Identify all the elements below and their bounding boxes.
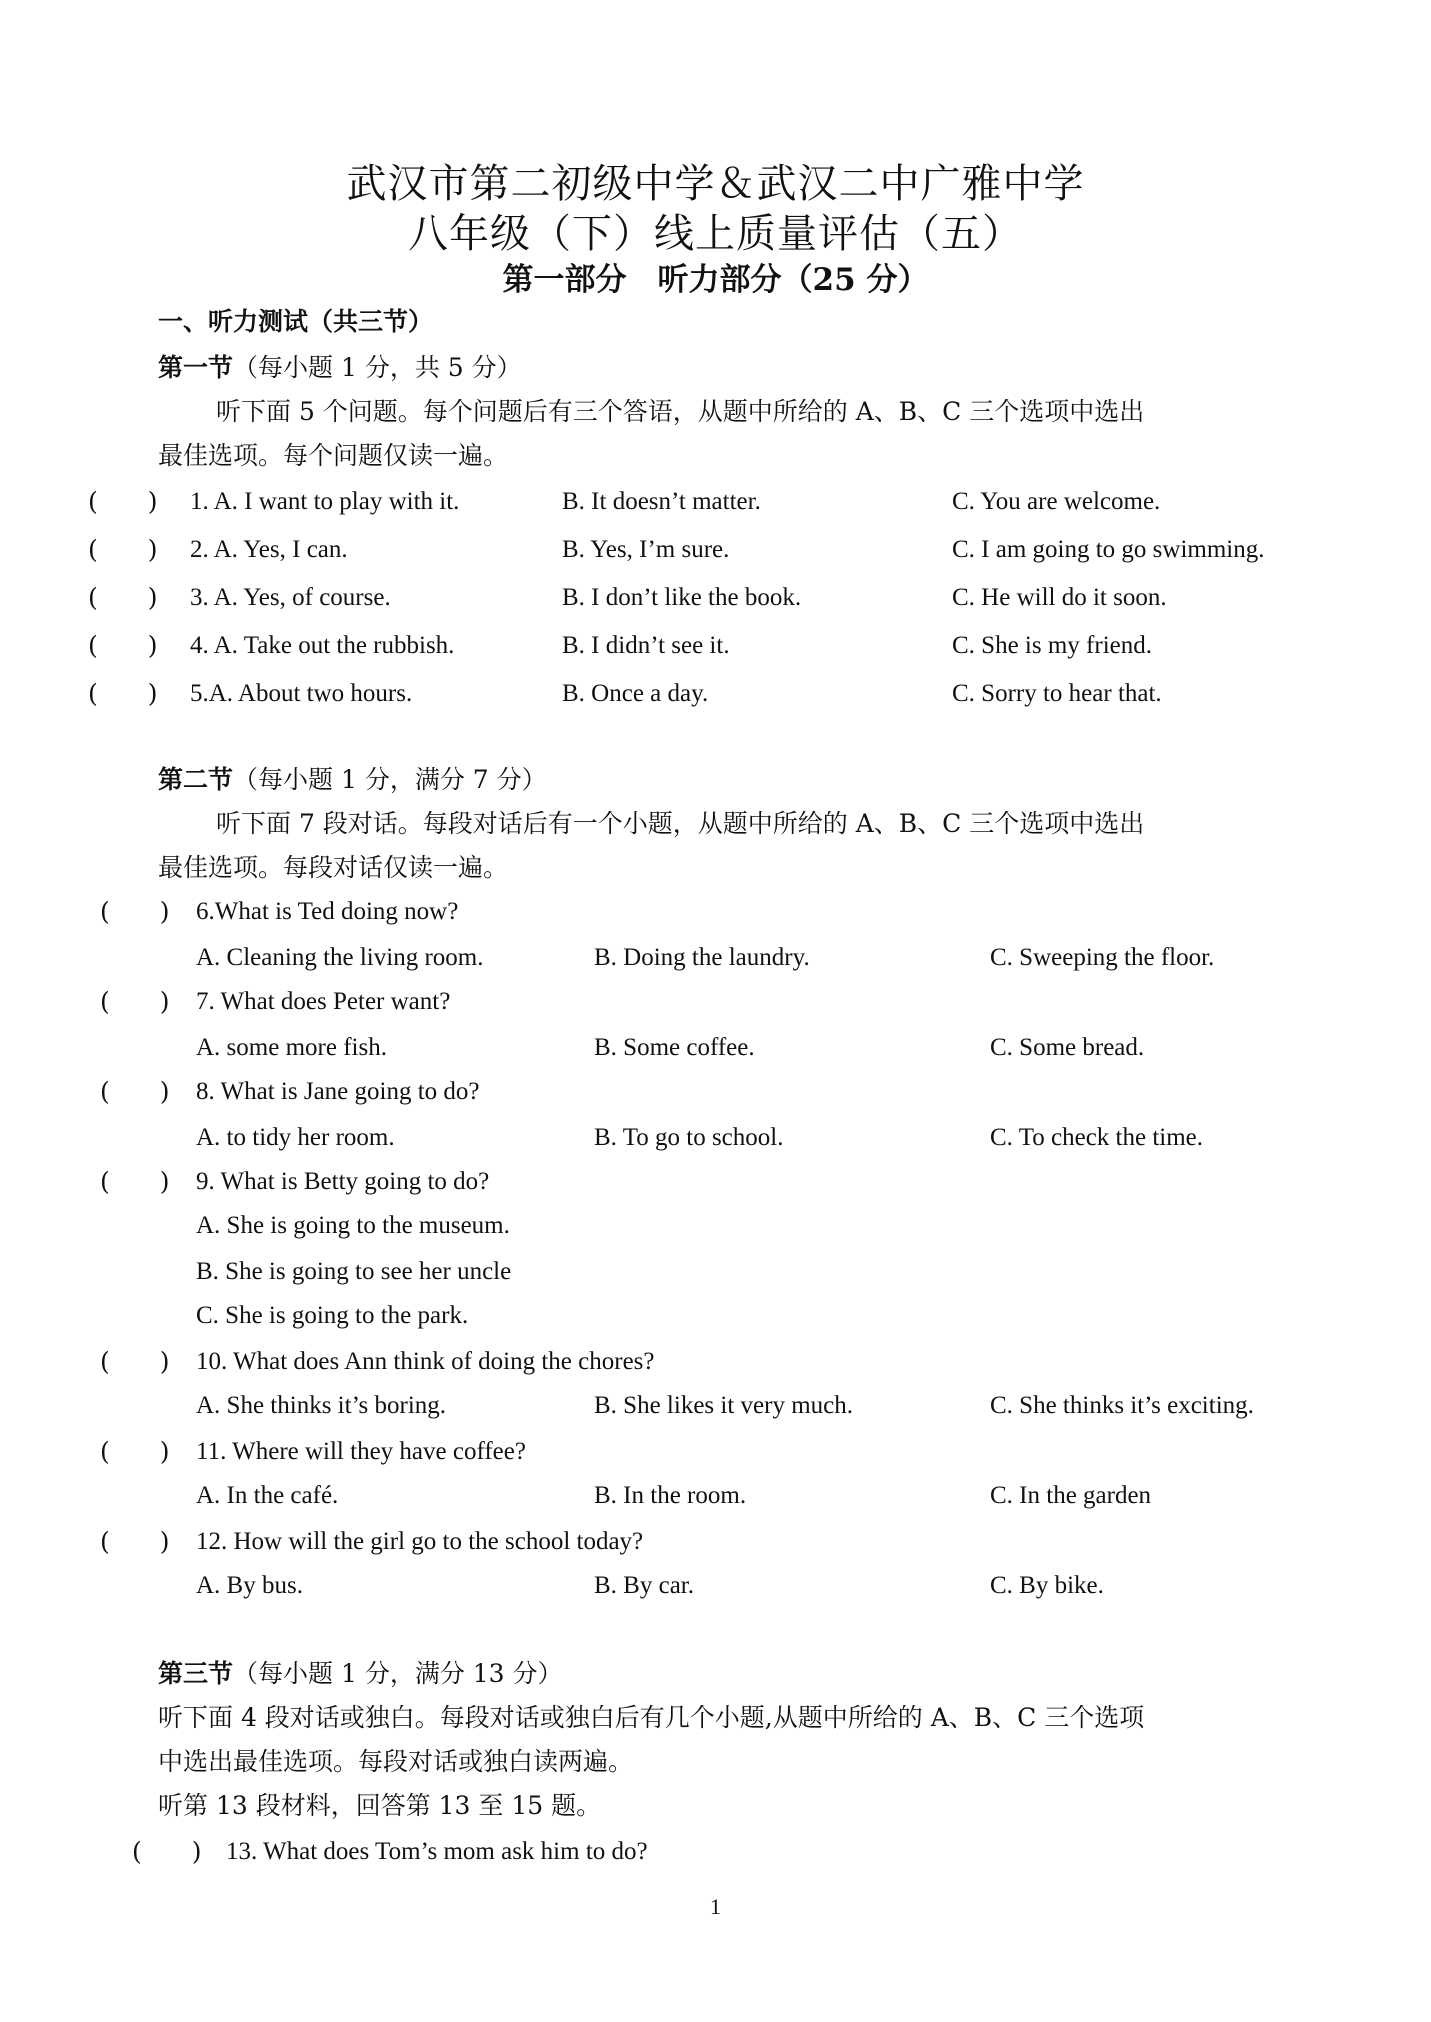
q12-option-a: A. By bus. [196, 1572, 303, 1599]
part-title: 第一部分 听力部分（25 分） [502, 262, 929, 298]
q9-option-a: A. She is going to the museum. [196, 1212, 510, 1239]
answer-blank-3[interactable]: ( ) [88, 583, 158, 612]
q9-question: 9. What is Betty going to do? [196, 1168, 490, 1195]
answer-blank-5[interactable]: ( ) [88, 679, 158, 708]
sec1-heading [158, 350, 522, 386]
sec2-instruction-line1: 听下面 7 段对话。每段对话后有一个小题，从题中所给的 A、B、C 三个选项中选出 [216, 809, 1145, 838]
q10-option-b: B. She likes it very much. [594, 1392, 853, 1419]
page-number: 1 [710, 1894, 721, 1919]
q13-question: 13. What does Tom’s mom ask him to do? [226, 1838, 648, 1865]
q1-option-c: C. You are welcome. [952, 488, 1161, 515]
sec2-heading [158, 762, 547, 798]
sec3-heading [158, 1656, 563, 1692]
answer-blank-2[interactable]: ( ) [88, 535, 158, 564]
answer-blank-6[interactable]: ( ) [100, 897, 170, 926]
q7-question: 7. What does Peter want? [196, 988, 451, 1015]
q11-option-b: B. In the room. [594, 1482, 747, 1509]
q8-option-b: B. To go to school. [594, 1124, 784, 1151]
sec3-instruction-line3: 听第 13 段材料，回答第 13 至 15 题。 [158, 1791, 602, 1820]
sec1-instruction-line1: 听下面 5 个问题。每个问题后有三个答语，从题中所给的 A、B、C 三个选项中选出 [216, 397, 1145, 426]
q6-question: 6.What is Ted doing now? [196, 898, 459, 925]
q11-option-a: A. In the café. [196, 1482, 339, 1509]
q3-option-b: B. I don’t like the book. [562, 584, 802, 611]
q10-option-c: C. She thinks it’s exciting. [990, 1392, 1254, 1419]
answer-blank-4[interactable]: ( ) [88, 631, 158, 660]
q6-option-a: A. Cleaning the living room. [196, 944, 484, 971]
q8-option-c: C. To check the time. [990, 1124, 1204, 1151]
sec1-name: 第一节 [158, 353, 234, 382]
q6-option-b: B. Doing the laundry. [594, 944, 810, 971]
q11-question: 11. Where will they have coffee? [196, 1438, 526, 1465]
answer-blank-13[interactable]: ( ) [132, 1837, 202, 1866]
q11-option-c: C. In the garden [990, 1482, 1152, 1509]
sec3-score: （每小题 1 分，满分 13 分） [233, 1659, 563, 1688]
q2-option-b: B. Yes, I’m sure. [562, 536, 730, 563]
q3-option-a: 3. A. Yes, of course. [190, 584, 391, 611]
q9-option-c: C. She is going to the park. [196, 1302, 469, 1329]
q9-option-b: B. She is going to see her uncle [196, 1258, 512, 1285]
sec1-score: （每小题 1 分，共 5 分） [233, 353, 522, 382]
answer-blank-11[interactable]: ( ) [100, 1437, 170, 1466]
q5-option-b: B. Once a day. [562, 680, 709, 707]
q10-question: 10. What does Ann think of doing the chores? [196, 1348, 655, 1375]
section-heading: 一、听力测试（共三节） [158, 307, 434, 336]
answer-blank-1[interactable]: ( ) [88, 487, 158, 516]
school-title: 武汉市第二初级中学＆武汉二中广雅中学 [346, 161, 1085, 207]
answer-blank-10[interactable]: ( ) [100, 1347, 170, 1376]
answer-blank-8[interactable]: ( ) [100, 1077, 170, 1106]
q8-question: 8. What is Jane going to do? [196, 1078, 480, 1105]
sec3-instruction-line1: 听下面 4 段对话或独白。每段对话或独白后有几个小题,从题中所给的 A、B、C 三个选项 [158, 1703, 1145, 1732]
q5-option-c: C. Sorry to hear that. [952, 680, 1162, 707]
q8-option-a: A. to tidy her room. [196, 1124, 395, 1151]
q12-question: 12. How will the girl go to the school today? [196, 1528, 644, 1555]
answer-blank-12[interactable]: ( ) [100, 1527, 170, 1556]
sec3-name: 第三节 [158, 1659, 234, 1688]
exam-title: 八年级（下）线上质量评估（五） [408, 211, 1023, 257]
q7-option-b: B. Some coffee. [594, 1034, 755, 1061]
sec2-name: 第二节 [158, 765, 234, 794]
q1-option-b: B. It doesn’t matter. [562, 488, 761, 515]
q12-option-b: B. By car. [594, 1572, 694, 1599]
answer-blank-9[interactable]: ( ) [100, 1167, 170, 1196]
sec1-instruction-line2: 最佳选项。每个问题仅读一遍。 [158, 441, 509, 470]
q3-option-c: C. He will do it soon. [952, 584, 1167, 611]
sec2-instruction-line2: 最佳选项。每段对话仅读一遍。 [158, 853, 509, 882]
q7-option-c: C. Some bread. [990, 1034, 1145, 1061]
q6-option-c: C. Sweeping the floor. [990, 944, 1215, 971]
q1-option-a: 1. A. I want to play with it. [190, 488, 460, 515]
q4-option-c: C. She is my friend. [952, 632, 1152, 659]
q4-option-b: B. I didn’t see it. [562, 632, 730, 659]
q2-option-a: 2. A. Yes, I can. [190, 536, 348, 563]
q7-option-a: A. some more fish. [196, 1034, 387, 1061]
answer-blank-7[interactable]: ( ) [100, 987, 170, 1016]
q12-option-c: C. By bike. [990, 1572, 1104, 1599]
sec3-instruction-line2: 中选出最佳选项。每段对话或独白读两遍。 [158, 1747, 634, 1776]
sec2-score: （每小题 1 分，满分 7 分） [233, 765, 547, 794]
q2-option-c: C. I am going to go swimming. [952, 536, 1265, 563]
q4-option-a: 4. A. Take out the rubbish. [190, 632, 455, 659]
q5-option-a: 5.A. About two hours. [190, 680, 413, 707]
q10-option-a: A. She thinks it’s boring. [196, 1392, 447, 1419]
